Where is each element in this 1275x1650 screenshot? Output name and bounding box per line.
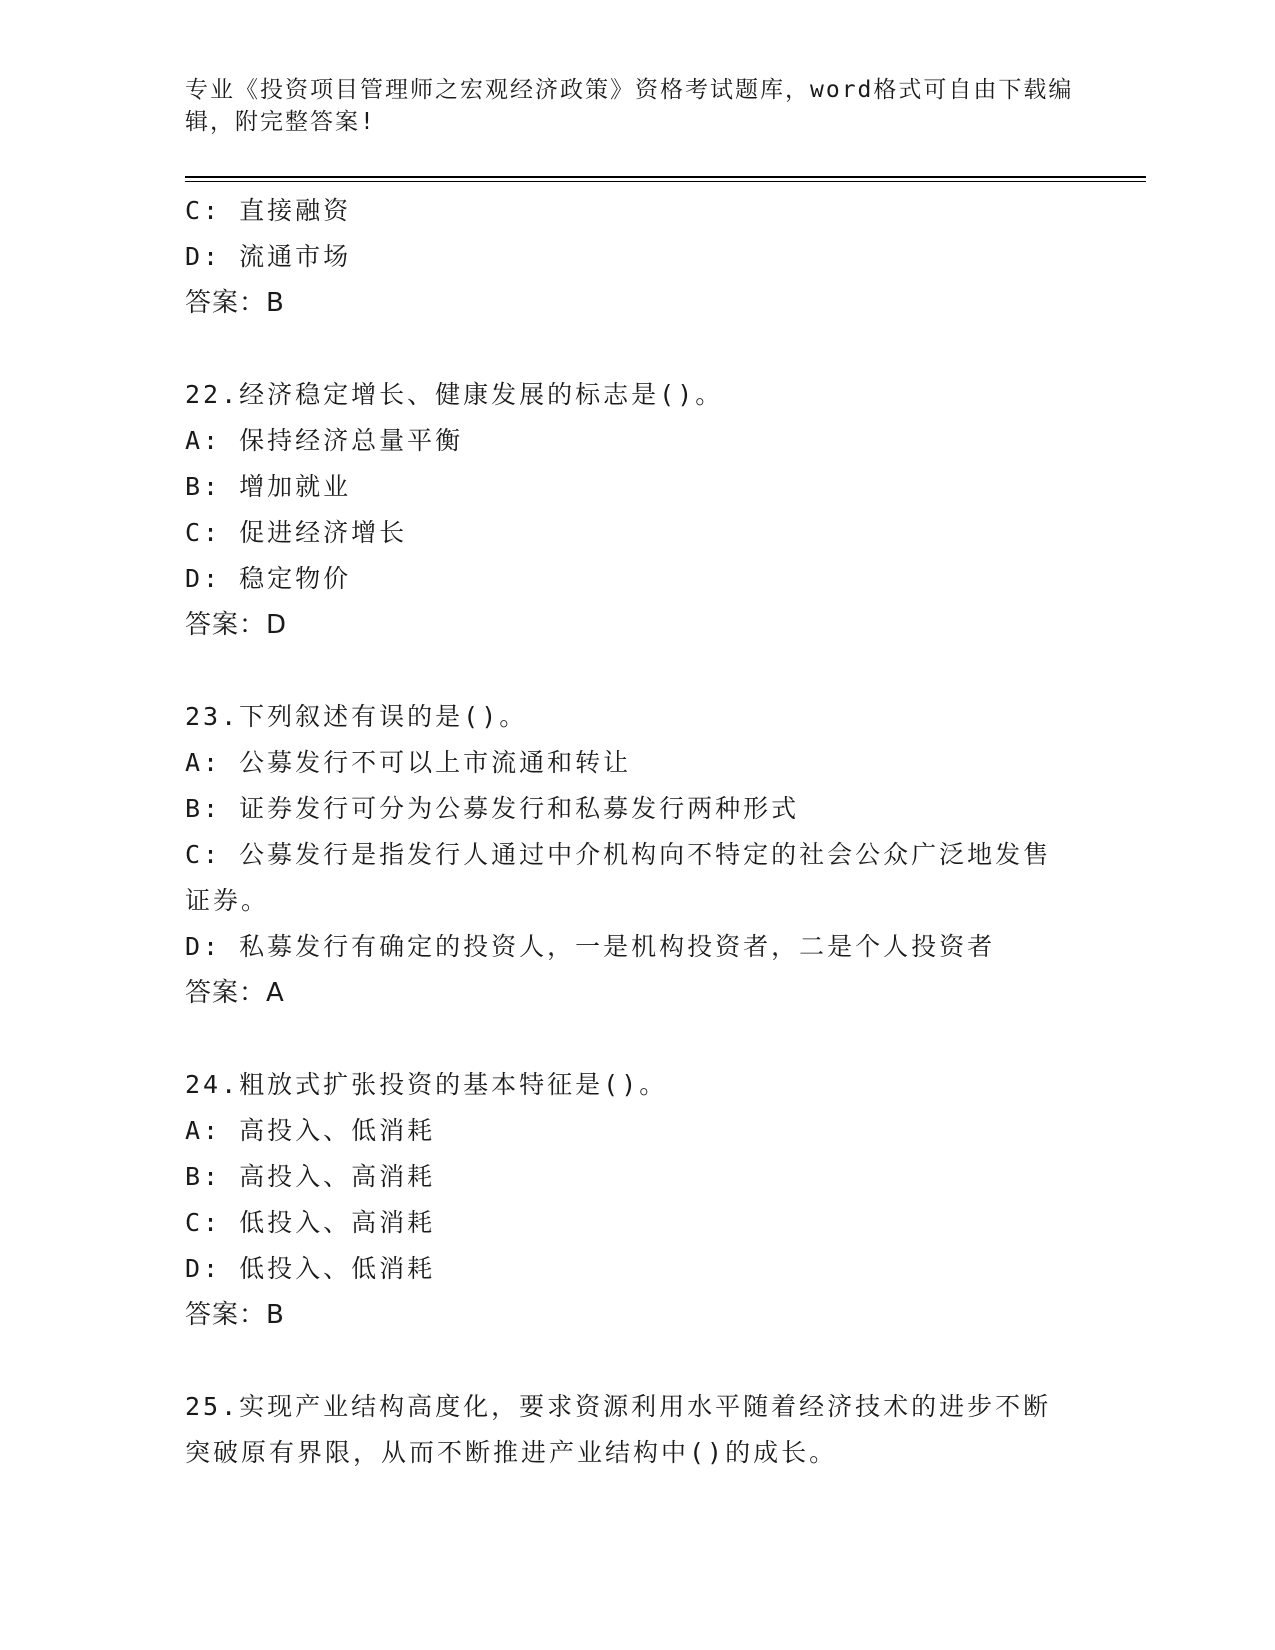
header-divider-thick xyxy=(185,176,1146,178)
spacer xyxy=(185,1016,1085,1062)
question-stem: 25.实现产业结构高度化，要求资源利用水平随着经济技术的进步不断突破原有界限，从而不断推进产业结构中()的成长。 xyxy=(185,1392,1052,1467)
question-stem: 23.下列叙述有误的是()。 xyxy=(185,702,528,731)
answer-line: 答案：D xyxy=(185,610,288,640)
option-b: B: 增加就业 xyxy=(185,472,352,501)
spacer xyxy=(185,326,1085,372)
question-stem: 24.粗放式扩张投资的基本特征是()。 xyxy=(185,1070,668,1099)
option-d: D: 流通市场 xyxy=(185,242,352,271)
question-25 xyxy=(185,1384,1085,1476)
option-b: B: 高投入、高消耗 xyxy=(185,1162,436,1191)
spacer xyxy=(185,648,1085,694)
option-d: D: 低投入、低消耗 xyxy=(185,1254,436,1283)
answer-line: 答案：B xyxy=(185,1300,285,1330)
option-a: A: 公募发行不可以上市流通和转让 xyxy=(185,748,632,777)
answer-line: 答案：A xyxy=(185,978,285,1008)
answer-line: 答案：B xyxy=(185,288,285,318)
option-d: D: 私募发行有确定的投资人，一是机构投资者，二是个人投资者 xyxy=(185,932,996,961)
question-23 xyxy=(185,694,1085,1016)
option-a: A: 高投入、低消耗 xyxy=(185,1116,436,1145)
option-c: C: 低投入、高消耗 xyxy=(185,1208,436,1237)
option-c: C: 直接融资 xyxy=(185,196,352,225)
option-c: C: 公募发行是指发行人通过中介机构向不特定的社会公众广泛地发售证券。 xyxy=(185,840,1052,915)
question-22 xyxy=(185,372,1085,648)
question-24 xyxy=(185,1062,1085,1338)
option-b: B: 证券发行可分为公募发行和私募发行两种形式 xyxy=(185,794,800,823)
option-a: A: 保持经济总量平衡 xyxy=(185,426,464,455)
question-21-tail xyxy=(185,188,1085,326)
document-header: 专业《投资项目管理师之宏观经济政策》资格考试题库，word格式可自由下载编辑，附完整答案! xyxy=(185,77,1074,135)
option-d: D: 稳定物价 xyxy=(185,564,352,593)
question-stem: 22.经济稳定增长、健康发展的标志是()。 xyxy=(185,380,724,409)
question-list xyxy=(185,188,1085,1476)
option-c: C: 促进经济增长 xyxy=(185,518,408,547)
spacer xyxy=(185,1338,1085,1384)
header-divider-thin xyxy=(185,181,1146,182)
